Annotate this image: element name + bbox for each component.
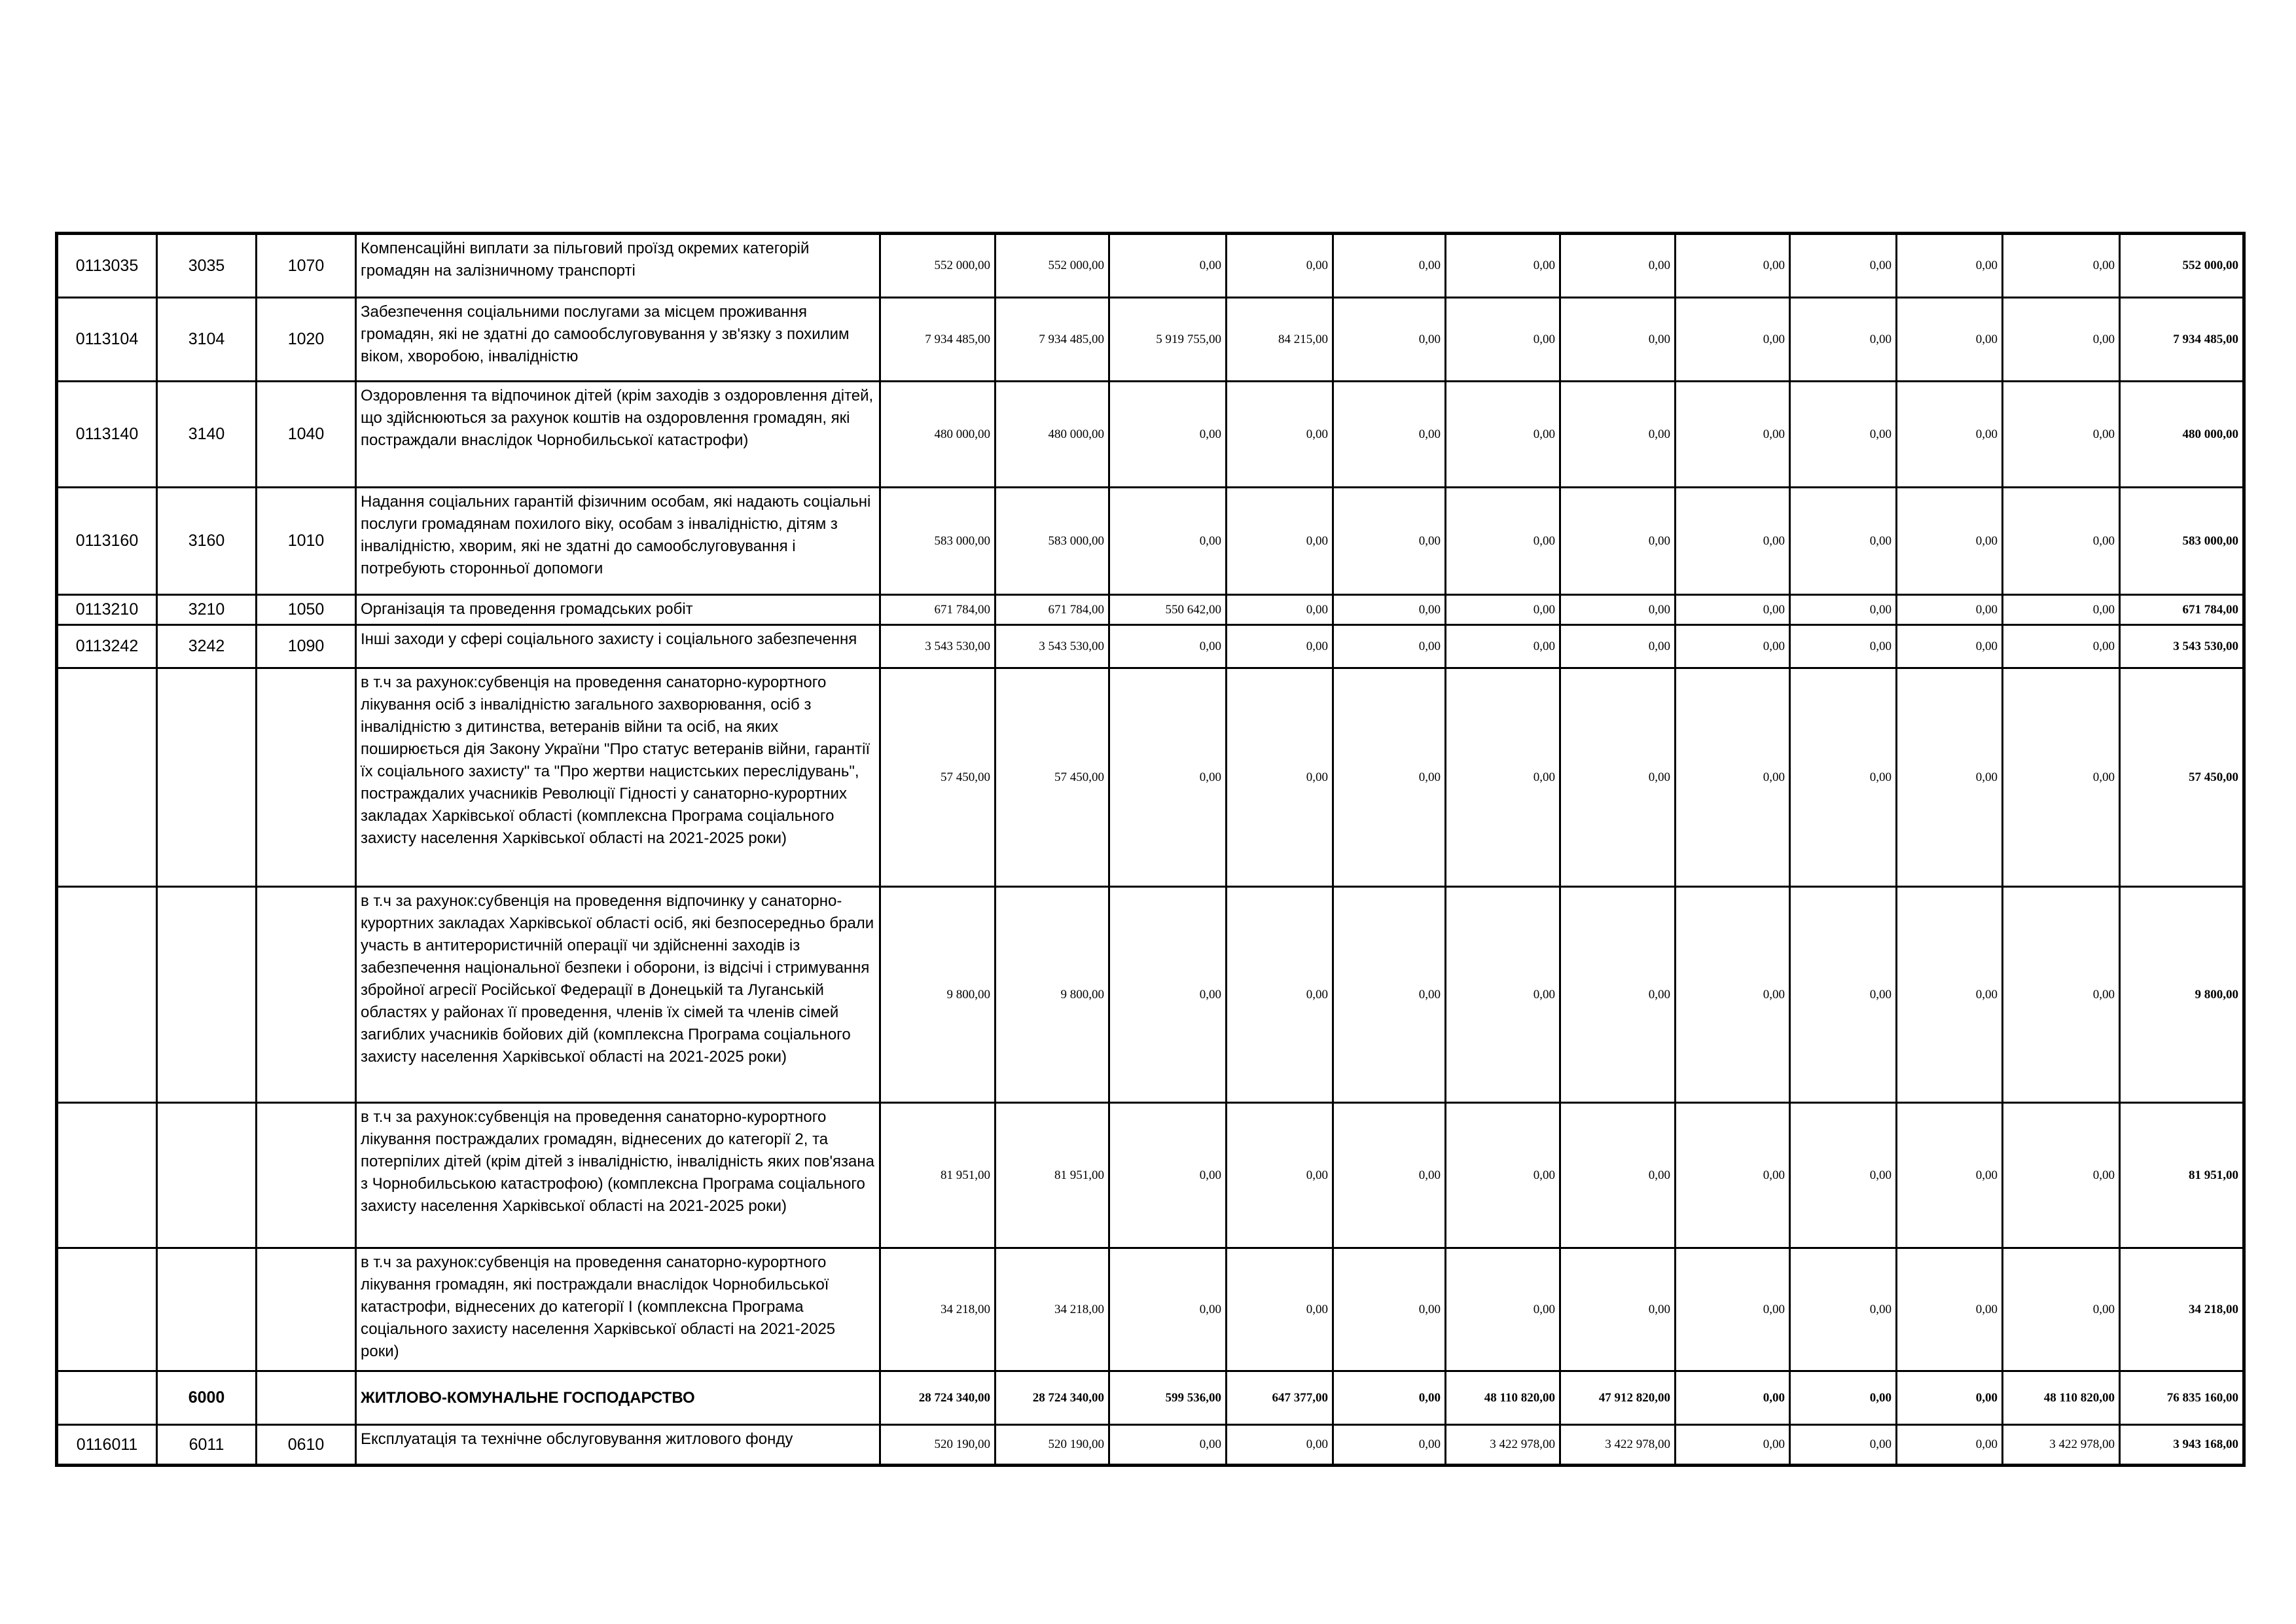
amount-cell: 0,00 <box>1676 488 1790 595</box>
amount-cell: 0,00 <box>1560 1248 1676 1371</box>
amount-cell: 3 543 530,00 <box>996 625 1109 668</box>
kpk-code-cell: 3104 <box>157 298 257 382</box>
amount-cell: 0,00 <box>1227 234 1333 298</box>
table-row <box>57 1248 2244 1371</box>
amount-cell: 9 800,00 <box>996 887 1109 1103</box>
amount-cell: 552 000,00 <box>996 234 1109 298</box>
total-amount-cell: 76 835 160,00 <box>2120 1371 2244 1425</box>
amount-cell: 583 000,00 <box>880 488 996 595</box>
table-row <box>57 1425 2244 1466</box>
amount-cell: 0,00 <box>1333 887 1446 1103</box>
amount-cell: 34 218,00 <box>880 1248 996 1371</box>
amount-cell: 0,00 <box>2003 668 2120 887</box>
amount-cell: 0,00 <box>1790 1103 1897 1248</box>
kfk-code-cell: 1050 <box>257 595 356 625</box>
amount-cell: 0,00 <box>1560 298 1676 382</box>
table-row <box>57 625 2244 668</box>
kpk-code-cell: 3242 <box>157 625 257 668</box>
total-amount-cell: 583 000,00 <box>2120 488 2244 595</box>
program-code-cell: 0113035 <box>57 234 157 298</box>
program-code-cell: 0116011 <box>57 1425 157 1466</box>
amount-cell: 0,00 <box>1790 1371 1897 1425</box>
amount-cell: 0,00 <box>1790 595 1897 625</box>
amount-cell: 0,00 <box>1560 595 1676 625</box>
kfk-code-cell: 1040 <box>257 382 356 488</box>
amount-cell: 0,00 <box>2003 595 2120 625</box>
amount-cell: 0,00 <box>2003 382 2120 488</box>
amount-cell: 7 934 485,00 <box>996 298 1109 382</box>
amount-cell: 0,00 <box>1560 1103 1676 1248</box>
amount-cell: 0,00 <box>1897 1425 2003 1466</box>
amount-cell: 0,00 <box>1676 668 1790 887</box>
amount-cell: 0,00 <box>1333 382 1446 488</box>
amount-cell: 0,00 <box>2003 625 2120 668</box>
amount-cell: 0,00 <box>1790 488 1897 595</box>
program-name-cell: Оздоровлення та відпочинок дітей (крім заходів з оздоровлення дітей, що здійснюються за рахунок коштів на оздоровлення громадян, які постраждали внаслідок Чорнобильської катастрофи) <box>356 382 880 488</box>
table-row <box>57 595 2244 625</box>
amount-cell: 0,00 <box>1227 1103 1333 1248</box>
kfk-code-cell <box>257 1103 356 1248</box>
amount-cell: 0,00 <box>2003 1248 2120 1371</box>
amount-cell: 0,00 <box>1109 234 1227 298</box>
amount-cell: 0,00 <box>1109 668 1227 887</box>
amount-cell: 0,00 <box>1790 234 1897 298</box>
amount-cell: 0,00 <box>2003 1103 2120 1248</box>
amount-cell: 0,00 <box>1109 1425 1227 1466</box>
amount-cell: 647 377,00 <box>1227 1371 1333 1425</box>
amount-cell: 0,00 <box>1446 298 1560 382</box>
amount-cell: 0,00 <box>1446 668 1560 887</box>
table-row <box>57 887 2244 1103</box>
amount-cell: 0,00 <box>1227 595 1333 625</box>
amount-cell: 0,00 <box>1446 595 1560 625</box>
kfk-code-cell: 1020 <box>257 298 356 382</box>
program-code-cell <box>57 887 157 1103</box>
amount-cell: 0,00 <box>1676 1103 1790 1248</box>
amount-cell: 47 912 820,00 <box>1560 1371 1676 1425</box>
amount-cell: 3 422 978,00 <box>2003 1425 2120 1466</box>
amount-cell: 0,00 <box>1333 625 1446 668</box>
program-code-cell <box>57 668 157 887</box>
table-row <box>57 298 2244 382</box>
program-code-cell: 0113160 <box>57 488 157 595</box>
program-name-cell: Надання соціальних гарантій фізичним особам, які надають соціальні послуги громадянам похилого віку, особам з інвалідністю, дітям з інвалідністю, хворим, які не здатні до самообслуговування і потребують сторонньої допомоги <box>356 488 880 595</box>
amount-cell: 0,00 <box>1446 887 1560 1103</box>
amount-cell: 0,00 <box>1560 668 1676 887</box>
amount-cell: 0,00 <box>1227 1425 1333 1466</box>
budget-table <box>55 232 2246 1467</box>
amount-cell: 0,00 <box>1897 1371 2003 1425</box>
amount-cell: 0,00 <box>1897 625 2003 668</box>
amount-cell: 0,00 <box>1333 488 1446 595</box>
amount-cell: 0,00 <box>1897 1248 2003 1371</box>
amount-cell: 7 934 485,00 <box>880 298 996 382</box>
program-name-cell: в т.ч за рахунок:субвенція на проведення санаторно-курортного лікування постраждалих громадян, віднесених до категорії 2, та потерпілих дітей (крім дітей з інвалідністю, інвалідність яких пов'язана з Чорнобильською катастрофою) (комплексна Програма соціального захисту населення Харківської області на 2021-2025 роки) <box>356 1103 880 1248</box>
amount-cell: 0,00 <box>1227 625 1333 668</box>
amount-cell: 0,00 <box>1446 1248 1560 1371</box>
kfk-code-cell <box>257 1371 356 1425</box>
amount-cell: 0,00 <box>1676 382 1790 488</box>
kpk-code-cell <box>157 668 257 887</box>
amount-cell: 0,00 <box>1560 625 1676 668</box>
amount-cell: 0,00 <box>1333 234 1446 298</box>
program-name-cell: в т.ч за рахунок:субвенція на проведення санаторно-курортного лікування громадян, які постраждали внаслідок Чорнобильської катастрофи, віднесених до категорії І (комплексна Програма соціального захисту населення Харківської області на 2021-2025 роки) <box>356 1248 880 1371</box>
amount-cell: 0,00 <box>1676 595 1790 625</box>
amount-cell: 0,00 <box>1897 382 2003 488</box>
amount-cell: 0,00 <box>1446 625 1560 668</box>
amount-cell: 0,00 <box>1446 382 1560 488</box>
amount-cell: 0,00 <box>1333 1371 1446 1425</box>
amount-cell: 0,00 <box>1109 1248 1227 1371</box>
amount-cell: 520 190,00 <box>880 1425 996 1466</box>
amount-cell: 0,00 <box>1676 1425 1790 1466</box>
total-amount-cell: 552 000,00 <box>2120 234 2244 298</box>
kfk-code-cell: 1010 <box>257 488 356 595</box>
kpk-code-cell: 6000 <box>157 1371 257 1425</box>
program-code-cell: 0113104 <box>57 298 157 382</box>
kfk-code-cell <box>257 668 356 887</box>
amount-cell: 0,00 <box>1790 1248 1897 1371</box>
program-name-cell: Забезпечення соціальними послугами за місцем проживання громадян, які не здатні до самообслуговування у зв'язку з похилим віком, хворобою, інвалідністю <box>356 298 880 382</box>
amount-cell: 0,00 <box>1790 625 1897 668</box>
amount-cell: 0,00 <box>2003 488 2120 595</box>
total-amount-cell: 3 943 168,00 <box>2120 1425 2244 1466</box>
kpk-code-cell: 3160 <box>157 488 257 595</box>
amount-cell: 0,00 <box>1333 595 1446 625</box>
amount-cell: 520 190,00 <box>996 1425 1109 1466</box>
amount-cell: 0,00 <box>1446 488 1560 595</box>
amount-cell: 48 110 820,00 <box>1446 1371 1560 1425</box>
amount-cell: 0,00 <box>1897 595 2003 625</box>
amount-cell: 28 724 340,00 <box>880 1371 996 1425</box>
table-row <box>57 488 2244 595</box>
program-code-cell <box>57 1371 157 1425</box>
amount-cell: 0,00 <box>1790 382 1897 488</box>
amount-cell: 0,00 <box>1676 298 1790 382</box>
amount-cell: 0,00 <box>1560 488 1676 595</box>
total-amount-cell: 81 951,00 <box>2120 1103 2244 1248</box>
total-amount-cell: 671 784,00 <box>2120 595 2244 625</box>
amount-cell: 671 784,00 <box>880 595 996 625</box>
table-row <box>57 234 2244 298</box>
amount-cell: 0,00 <box>1333 1248 1446 1371</box>
amount-cell: 48 110 820,00 <box>2003 1371 2120 1425</box>
amount-cell: 0,00 <box>1897 668 2003 887</box>
amount-cell: 0,00 <box>1897 488 2003 595</box>
kfk-code-cell: 1070 <box>257 234 356 298</box>
total-amount-cell: 480 000,00 <box>2120 382 2244 488</box>
program-name-cell: ЖИТЛОВО-КОМУНАЛЬНЕ ГОСПОДАРСТВО <box>356 1371 880 1425</box>
amount-cell: 0,00 <box>1790 1425 1897 1466</box>
program-name-cell: Інші заходи у сфері соціального захисту і соціального забезпечення <box>356 625 880 668</box>
total-amount-cell: 34 218,00 <box>2120 1248 2244 1371</box>
amount-cell: 0,00 <box>1676 234 1790 298</box>
amount-cell: 583 000,00 <box>996 488 1109 595</box>
amount-cell: 57 450,00 <box>880 668 996 887</box>
amount-cell: 3 543 530,00 <box>880 625 996 668</box>
table-row <box>57 1103 2244 1248</box>
amount-cell: 0,00 <box>1333 298 1446 382</box>
amount-cell: 57 450,00 <box>996 668 1109 887</box>
kfk-code-cell <box>257 1248 356 1371</box>
amount-cell: 0,00 <box>1790 887 1897 1103</box>
amount-cell: 0,00 <box>1897 298 2003 382</box>
amount-cell: 84 215,00 <box>1227 298 1333 382</box>
table-body <box>57 234 2244 1466</box>
table-row <box>57 668 2244 887</box>
program-code-cell <box>57 1103 157 1248</box>
amount-cell: 5 919 755,00 <box>1109 298 1227 382</box>
amount-cell: 28 724 340,00 <box>996 1371 1109 1425</box>
amount-cell: 0,00 <box>1676 1248 1790 1371</box>
amount-cell: 0,00 <box>1790 298 1897 382</box>
table-row <box>57 1371 2244 1425</box>
amount-cell: 0,00 <box>1227 887 1333 1103</box>
program-code-cell: 0113242 <box>57 625 157 668</box>
program-name-cell: в т.ч за рахунок:субвенція на проведення відпочинку у санаторно-курортних закладах Харківської області осіб, які безпосередньо брали участь в антитерористичній операції чи здійсненні заходів із забезпечення національної безпеки і оборони, із відсічі і стримування збройної агресії Російської Федерації в Донецькій та Луганській областях у районах її проведення, членів їх сімей та членів сімей загиблих учасників бойових дій (комплексна Програма соціального захисту населення Харківської області на 2021-2025 роки) <box>356 887 880 1103</box>
kfk-code-cell <box>257 887 356 1103</box>
kpk-code-cell: 3140 <box>157 382 257 488</box>
kpk-code-cell <box>157 887 257 1103</box>
amount-cell: 599 536,00 <box>1109 1371 1227 1425</box>
amount-cell: 0,00 <box>1227 668 1333 887</box>
kpk-code-cell: 3210 <box>157 595 257 625</box>
program-name-cell: Компенсаційні виплати за пільговий проїзд окремих категорій громадян на залізничному транспорті <box>356 234 880 298</box>
amount-cell: 0,00 <box>1897 887 2003 1103</box>
amount-cell: 81 951,00 <box>880 1103 996 1248</box>
amount-cell: 0,00 <box>1109 625 1227 668</box>
amount-cell: 671 784,00 <box>996 595 1109 625</box>
total-amount-cell: 3 543 530,00 <box>2120 625 2244 668</box>
amount-cell: 0,00 <box>1676 625 1790 668</box>
amount-cell: 0,00 <box>2003 887 2120 1103</box>
amount-cell: 0,00 <box>1333 1425 1446 1466</box>
amount-cell: 0,00 <box>1446 1103 1560 1248</box>
amount-cell: 0,00 <box>2003 234 2120 298</box>
amount-cell: 0,00 <box>1109 1103 1227 1248</box>
amount-cell: 0,00 <box>1109 887 1227 1103</box>
kpk-code-cell: 3035 <box>157 234 257 298</box>
amount-cell: 0,00 <box>1560 887 1676 1103</box>
amount-cell: 0,00 <box>1897 1103 2003 1248</box>
amount-cell: 0,00 <box>1333 668 1446 887</box>
amount-cell: 550 642,00 <box>1109 595 1227 625</box>
amount-cell: 0,00 <box>1897 234 2003 298</box>
kpk-code-cell <box>157 1248 257 1371</box>
amount-cell: 0,00 <box>1227 488 1333 595</box>
amount-cell: 0,00 <box>1109 382 1227 488</box>
amount-cell: 9 800,00 <box>880 887 996 1103</box>
amount-cell: 0,00 <box>2003 298 2120 382</box>
total-amount-cell: 9 800,00 <box>2120 887 2244 1103</box>
amount-cell: 0,00 <box>1333 1103 1446 1248</box>
amount-cell: 3 422 978,00 <box>1446 1425 1560 1466</box>
amount-cell: 34 218,00 <box>996 1248 1109 1371</box>
amount-cell: 81 951,00 <box>996 1103 1109 1248</box>
program-name-cell: Організація та проведення громадських робіт <box>356 595 880 625</box>
amount-cell: 0,00 <box>1227 1248 1333 1371</box>
program-code-cell: 0113140 <box>57 382 157 488</box>
amount-cell: 3 422 978,00 <box>1560 1425 1676 1466</box>
amount-cell: 0,00 <box>1560 382 1676 488</box>
amount-cell: 480 000,00 <box>996 382 1109 488</box>
total-amount-cell: 57 450,00 <box>2120 668 2244 887</box>
kpk-code-cell: 6011 <box>157 1425 257 1466</box>
amount-cell: 480 000,00 <box>880 382 996 488</box>
kfk-code-cell: 1090 <box>257 625 356 668</box>
kpk-code-cell <box>157 1103 257 1248</box>
amount-cell: 0,00 <box>1790 668 1897 887</box>
amount-cell: 552 000,00 <box>880 234 996 298</box>
table-row <box>57 382 2244 488</box>
amount-cell: 0,00 <box>1676 887 1790 1103</box>
program-code-cell: 0113210 <box>57 595 157 625</box>
amount-cell: 0,00 <box>1227 382 1333 488</box>
amount-cell: 0,00 <box>1560 234 1676 298</box>
amount-cell: 0,00 <box>1676 1371 1790 1425</box>
amount-cell: 0,00 <box>1109 488 1227 595</box>
program-name-cell: Експлуатація та технічне обслуговування житлового фонду <box>356 1425 880 1466</box>
program-code-cell <box>57 1248 157 1371</box>
kfk-code-cell: 0610 <box>257 1425 356 1466</box>
amount-cell: 0,00 <box>1446 234 1560 298</box>
program-name-cell: в т.ч за рахунок:субвенція на проведення санаторно-курортного лікування осіб з інвалідністю загального захворювання, осіб з інвалідністю з дитинства, ветеранів війни та осіб, на яких поширюється дія Закону України "Про статус ветеранів війни, гарантії їх соціального захисту" та "Про жертви нацистських переслідувань", постраждалих учасників Революції Гідності у санаторно-курортних закладах Харківської області (комплексна Програма соціального захисту населення Харківської області на 2021-2025 роки) <box>356 668 880 887</box>
total-amount-cell: 7 934 485,00 <box>2120 298 2244 382</box>
